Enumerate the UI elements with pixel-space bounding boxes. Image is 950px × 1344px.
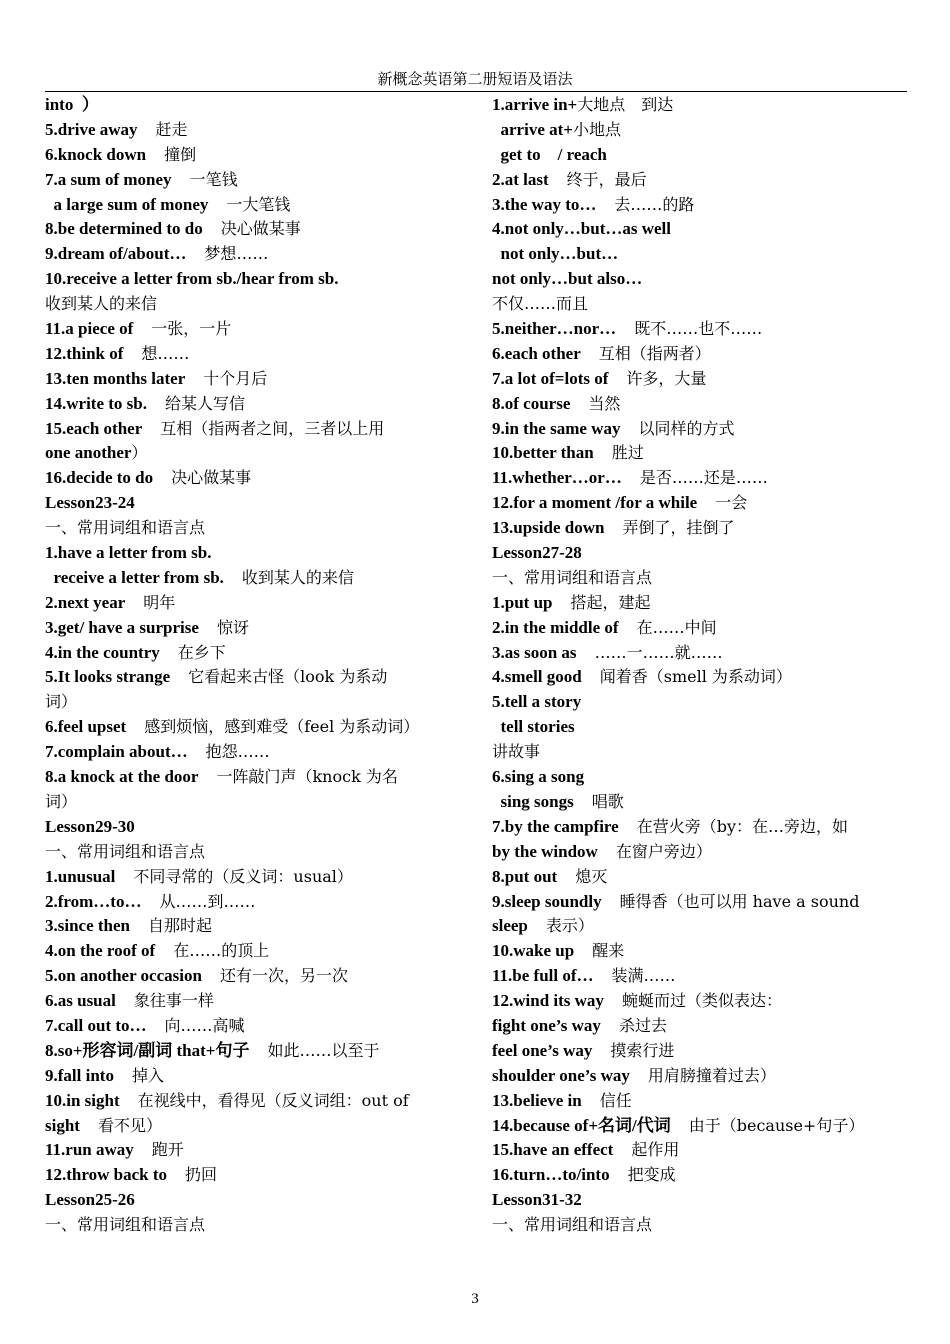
phrase-english: 13.upside down bbox=[492, 518, 605, 538]
phrase-english: receive a letter from sb. bbox=[45, 567, 224, 587]
phrase-chinese: 在视线中，看得见（反义词组：out of bbox=[137, 1090, 409, 1110]
phrase-english: 7.a sum of money bbox=[45, 169, 172, 189]
phrase-english: 14.because of+名词/代词 bbox=[492, 1115, 671, 1135]
phrase-english: 7.by the campfire bbox=[492, 816, 619, 836]
phrase-english: Lesson29-30 bbox=[45, 816, 135, 836]
phrase-english: Lesson23-24 bbox=[45, 493, 135, 513]
phrase-line bbox=[492, 1039, 907, 1064]
phrase-line bbox=[45, 441, 460, 466]
phrase-english: 9.dream of/about… bbox=[45, 244, 187, 264]
phrase-chinese: 互相（指两者） bbox=[598, 343, 711, 363]
phrase-chinese: 许多，大量 bbox=[626, 368, 707, 388]
phrase-line bbox=[492, 516, 907, 541]
phrase-line bbox=[492, 1163, 907, 1188]
phrase-line bbox=[492, 441, 907, 466]
phrase-chinese: ……一……就…… bbox=[594, 642, 723, 662]
phrase-line bbox=[492, 939, 907, 964]
phrase-line bbox=[45, 1188, 460, 1213]
phrase-chinese: 醒来 bbox=[592, 941, 625, 961]
phrase-english: sight bbox=[45, 1115, 80, 1135]
phrase-line bbox=[492, 118, 907, 143]
phrase-line bbox=[492, 1064, 907, 1089]
right-column bbox=[492, 93, 907, 1238]
phrase-chinese: 小地点 bbox=[572, 119, 621, 139]
phrase-english: 2.from…to… bbox=[45, 891, 142, 911]
phrase-line bbox=[492, 466, 907, 491]
phrase-line bbox=[492, 193, 907, 218]
phrase-english: 4.on the roof of bbox=[45, 941, 156, 961]
phrase-english: sleep bbox=[492, 916, 528, 936]
phrase-english: Lesson27-28 bbox=[492, 543, 582, 563]
phrase-chinese: 把变成 bbox=[627, 1165, 676, 1185]
phrase-english: Lesson25-26 bbox=[45, 1190, 135, 1210]
phrase-line bbox=[45, 890, 460, 915]
phrase-chinese: 一、常用词组和语言点 bbox=[492, 567, 653, 587]
phrase-line bbox=[492, 989, 907, 1014]
phrase-line bbox=[45, 914, 460, 939]
phrase-chinese: 是否……还是…… bbox=[639, 468, 768, 488]
phrase-english: 7.call out to… bbox=[45, 1015, 147, 1035]
phrase-line bbox=[45, 417, 460, 442]
phrase-line bbox=[45, 1163, 460, 1188]
phrase-english: 16.turn…to/into bbox=[492, 1165, 610, 1185]
phrase-line bbox=[45, 193, 460, 218]
phrase-english: 9.in the same way bbox=[492, 418, 621, 438]
phrase-line bbox=[492, 641, 907, 666]
phrase-line bbox=[492, 168, 907, 193]
phrase-line bbox=[45, 1089, 460, 1114]
phrase-line bbox=[45, 690, 460, 715]
page-header-title: 新概念英语第二册短语及语法 bbox=[377, 70, 573, 88]
phrase-chinese: 一会 bbox=[715, 493, 748, 513]
phrase-line bbox=[45, 317, 460, 342]
phrase-english: not only…but… bbox=[492, 244, 619, 264]
phrase-line bbox=[45, 765, 460, 790]
phrase-english: 4.in the country bbox=[45, 642, 160, 662]
phrase-line bbox=[492, 1014, 907, 1039]
phrase-line bbox=[45, 1138, 460, 1163]
phrase-chinese: 一、常用词组和语言点 bbox=[45, 518, 206, 538]
phrase-line bbox=[492, 93, 907, 118]
phrase-english: one another bbox=[45, 443, 132, 463]
phrase-english: 14.write to sb. bbox=[45, 393, 147, 413]
phrase-english: sing songs bbox=[492, 791, 574, 811]
phrase-english: 6.feel upset bbox=[45, 717, 127, 737]
phrase-english: 2.at last bbox=[492, 169, 549, 189]
phrase-english: 8.of course bbox=[492, 393, 571, 413]
phrase-line bbox=[492, 690, 907, 715]
phrase-line bbox=[492, 890, 907, 915]
phrase-english: 8.be determined to do bbox=[45, 219, 203, 239]
phrase-chinese: 弄倒了，挂倒了 bbox=[622, 518, 735, 538]
phrase-chinese: 掉入 bbox=[131, 1065, 164, 1085]
phrase-english: a large sum of money bbox=[45, 194, 209, 214]
phrase-chinese: 去……的路 bbox=[614, 194, 695, 214]
phrase-chinese: 讲故事 bbox=[492, 742, 541, 762]
phrase-english: Lesson31-32 bbox=[492, 1190, 582, 1210]
phrase-chinese: 以同样的方式 bbox=[638, 418, 735, 438]
phrase-line bbox=[45, 815, 460, 840]
phrase-line bbox=[45, 1114, 460, 1139]
phrase-chinese: 在……的顶上 bbox=[173, 941, 270, 961]
phrase-line bbox=[45, 939, 460, 964]
phrase-line bbox=[492, 964, 907, 989]
phrase-chinese: 词） bbox=[45, 692, 78, 712]
phrase-line bbox=[45, 292, 460, 317]
phrase-english: feel one’s way bbox=[492, 1040, 593, 1060]
phrase-chinese: 一、常用词组和语言点 bbox=[45, 841, 206, 861]
phrase-chinese: 表示） bbox=[545, 916, 594, 936]
phrase-chinese: 杀过去 bbox=[618, 1015, 667, 1035]
phrase-line bbox=[492, 367, 907, 392]
phrase-chinese: 终于，最后 bbox=[566, 169, 647, 189]
phrase-chinese: ） bbox=[131, 443, 148, 463]
phrase-line bbox=[45, 516, 460, 541]
phrase-english: arrive at+ bbox=[492, 119, 573, 139]
phrase-english: fight one’s way bbox=[492, 1015, 601, 1035]
phrase-line bbox=[492, 1089, 907, 1114]
phrase-line bbox=[492, 541, 907, 566]
phrase-english: 10.wake up bbox=[492, 941, 575, 961]
phrase-line bbox=[492, 591, 907, 616]
phrase-chinese: 互相（指两者之间，三者以上用 bbox=[160, 418, 385, 438]
phrase-line bbox=[45, 740, 460, 765]
phrase-english: 5.drive away bbox=[45, 119, 138, 139]
phrase-chinese: 撞倒 bbox=[164, 144, 197, 164]
phrase-chinese: 看不见） bbox=[97, 1115, 162, 1135]
phrase-line bbox=[492, 292, 907, 317]
phrase-line bbox=[45, 964, 460, 989]
phrase-line bbox=[492, 740, 907, 765]
phrase-chinese: 闻着香（smell 为系动词） bbox=[599, 667, 792, 687]
phrase-line bbox=[45, 217, 460, 242]
phrase-english: 12.wind its way bbox=[492, 991, 604, 1011]
phrase-line bbox=[492, 1138, 907, 1163]
phrase-line bbox=[45, 143, 460, 168]
phrase-line bbox=[492, 217, 907, 242]
phrase-english: 4.not only…but…as well bbox=[492, 219, 671, 239]
page-number: 3 bbox=[471, 1291, 479, 1307]
phrase-line bbox=[45, 1213, 460, 1238]
phrase-chinese: 赶走 bbox=[155, 119, 188, 139]
phrase-line bbox=[45, 665, 460, 690]
phrase-chinese: 一、常用词组和语言点 bbox=[492, 1215, 653, 1235]
phrase-chinese: 不仅……而且 bbox=[492, 294, 589, 314]
phrase-chinese: 给某人写信 bbox=[164, 393, 245, 413]
phrase-line bbox=[492, 267, 907, 292]
phrase-chinese: 大地点 到达 bbox=[577, 95, 674, 114]
phrase-line bbox=[45, 616, 460, 641]
phrase-english: 10.receive a letter from sb./hear from sb. bbox=[45, 269, 339, 289]
phrase-line bbox=[492, 790, 907, 815]
phrase-chinese: 起作用 bbox=[631, 1140, 680, 1160]
phrase-line bbox=[492, 317, 907, 342]
phrase-chinese: 搭起，建起 bbox=[570, 592, 651, 612]
phrase-english: get to / reach bbox=[492, 144, 607, 164]
phrase-chinese: 跑开 bbox=[151, 1140, 184, 1160]
phrase-line bbox=[45, 541, 460, 566]
phrase-chinese: 唱歌 bbox=[591, 791, 624, 811]
phrase-english: 1.put up bbox=[492, 592, 553, 612]
phrase-line bbox=[45, 168, 460, 193]
phrase-line bbox=[45, 118, 460, 143]
phrase-english: 7.complain about… bbox=[45, 742, 188, 762]
phrase-english: 13.ten months later bbox=[45, 368, 186, 388]
phrase-line bbox=[492, 143, 907, 168]
phrase-chinese: 摸索行进 bbox=[610, 1040, 675, 1060]
phrase-line bbox=[492, 765, 907, 790]
phrase-line bbox=[45, 242, 460, 267]
phrase-english: 5.neither…nor… bbox=[492, 319, 617, 339]
phrase-english: 11.be full of… bbox=[492, 966, 594, 986]
phrase-line bbox=[45, 865, 460, 890]
phrase-line bbox=[492, 491, 907, 516]
phrase-english: 12.throw back to bbox=[45, 1165, 167, 1185]
phrase-english: 3.as soon as bbox=[492, 642, 577, 662]
phrase-chinese: 一笔钱 bbox=[189, 169, 238, 189]
phrase-line bbox=[492, 1188, 907, 1213]
phrase-chinese: 扔回 bbox=[185, 1165, 218, 1185]
phrase-chinese: 十个月后 bbox=[203, 368, 268, 388]
phrase-english: 9.sleep soundly bbox=[492, 891, 602, 911]
phrase-english: 8.so+形容词/副词 that+句子 bbox=[45, 1040, 250, 1060]
phrase-chinese: 信任 bbox=[599, 1090, 632, 1110]
phrase-line bbox=[45, 392, 460, 417]
phrase-chinese: 词） bbox=[45, 791, 78, 811]
phrase-line bbox=[492, 840, 907, 865]
phrase-line bbox=[45, 1014, 460, 1039]
phrase-chinese: 在乡下 bbox=[177, 642, 226, 662]
phrase-chinese: 不同寻常的（反义词：usual） bbox=[133, 866, 353, 886]
phrase-line bbox=[45, 715, 460, 740]
phrase-chinese: 梦想…… bbox=[204, 244, 269, 264]
phrase-english: 3.the way to… bbox=[492, 194, 597, 214]
phrase-english: 3.get/ have a surprise bbox=[45, 617, 199, 637]
phrase-line bbox=[492, 1213, 907, 1238]
phrase-english: 11.a piece of bbox=[45, 319, 134, 339]
phrase-chinese: 在窗户旁边） bbox=[615, 841, 712, 861]
phrase-english: not only…but also… bbox=[492, 269, 643, 289]
phrase-chinese: 还有一次，另一次 bbox=[219, 966, 348, 986]
phrase-chinese: 当然 bbox=[588, 393, 621, 413]
phrase-chinese: 从……到…… bbox=[159, 891, 256, 911]
phrase-line bbox=[492, 865, 907, 890]
phrase-line bbox=[45, 641, 460, 666]
phrase-english: 11.whether…or… bbox=[492, 468, 622, 488]
phrase-line bbox=[45, 342, 460, 367]
phrase-chinese: 在营火旁（by：在…旁边，如 bbox=[636, 816, 848, 836]
phrase-chinese: 抱怨…… bbox=[205, 742, 270, 762]
phrase-line bbox=[492, 665, 907, 690]
phrase-line bbox=[492, 1114, 907, 1139]
phrase-chinese: 自那时起 bbox=[148, 916, 213, 936]
phrase-english: into ） bbox=[45, 95, 99, 114]
phrase-english: tell stories bbox=[492, 717, 575, 737]
phrase-chinese: 胜过 bbox=[611, 443, 644, 463]
phrase-english: 5.tell a story bbox=[492, 692, 582, 712]
phrase-english: 8.a knock at the door bbox=[45, 767, 199, 787]
phrase-chinese: 装满…… bbox=[611, 966, 676, 986]
phrase-chinese: 它看起来古怪（look 为系动 bbox=[188, 667, 388, 687]
phrase-line bbox=[492, 417, 907, 442]
phrase-chinese: 决心做某事 bbox=[220, 219, 301, 239]
phrase-english: 13.believe in bbox=[492, 1090, 582, 1110]
phrase-line bbox=[45, 267, 460, 292]
phrase-line bbox=[45, 367, 460, 392]
phrase-chinese: 惊讶 bbox=[216, 617, 249, 637]
phrase-line bbox=[45, 989, 460, 1014]
phrase-chinese: 蜿蜒而过（类似表达： bbox=[621, 991, 782, 1011]
phrase-line bbox=[45, 93, 460, 118]
phrase-english: 1.unusual bbox=[45, 866, 116, 886]
phrase-english: 1.have a letter from sb. bbox=[45, 543, 212, 563]
phrase-english: 16.decide to do bbox=[45, 468, 154, 488]
phrase-english: 2.in the middle of bbox=[492, 617, 619, 637]
phrase-english: 12.think of bbox=[45, 343, 124, 363]
phrase-english: 15.each other bbox=[45, 418, 143, 438]
phrase-chinese: 用肩膀撞着过去） bbox=[647, 1065, 776, 1085]
left-column bbox=[45, 93, 460, 1238]
phrase-line bbox=[492, 242, 907, 267]
phrase-line bbox=[45, 491, 460, 516]
phrase-chinese: 想…… bbox=[141, 343, 190, 363]
phrase-chinese: 一、常用词组和语言点 bbox=[45, 1215, 206, 1235]
phrase-line bbox=[492, 815, 907, 840]
phrase-chinese: 由于（because+句子） bbox=[688, 1115, 865, 1135]
phrase-english: 7.a lot of=lots of bbox=[492, 368, 609, 388]
phrase-english: 6.knock down bbox=[45, 144, 147, 164]
header-rule bbox=[45, 91, 907, 92]
phrase-english: by the window bbox=[492, 841, 598, 861]
phrase-chinese: 一大笔钱 bbox=[226, 194, 291, 214]
phrase-english: 15.have an effect bbox=[492, 1140, 614, 1160]
phrase-english: 4.smell good bbox=[492, 667, 582, 687]
phrase-english: shoulder one’s way bbox=[492, 1065, 630, 1085]
phrase-english: 6.as usual bbox=[45, 991, 116, 1011]
phrase-line bbox=[45, 840, 460, 865]
phrase-english: 12.for a moment /for a while bbox=[492, 493, 698, 513]
phrase-english: 6.sing a song bbox=[492, 767, 585, 787]
phrase-chinese: 收到某人的来信 bbox=[45, 294, 158, 314]
phrase-line bbox=[492, 914, 907, 939]
phrase-chinese: 决心做某事 bbox=[171, 468, 252, 488]
phrase-chinese: 收到某人的来信 bbox=[241, 567, 354, 587]
phrase-english: 8.put out bbox=[492, 866, 558, 886]
phrase-chinese: 既不……也不…… bbox=[634, 319, 763, 339]
phrase-english: 10.in sight bbox=[45, 1090, 120, 1110]
phrase-chinese: 一阵敲门声（knock 为名 bbox=[216, 767, 398, 787]
phrase-line bbox=[492, 616, 907, 641]
phrase-english: 6.each other bbox=[492, 343, 581, 363]
phrase-line bbox=[492, 342, 907, 367]
phrase-chinese: 一张，一片 bbox=[151, 319, 232, 339]
phrase-english: 10.better than bbox=[492, 443, 594, 463]
phrase-line bbox=[45, 1064, 460, 1089]
phrase-chinese: 睡得香（也可以用 have a sound bbox=[619, 891, 860, 911]
phrase-chinese: 象往事一样 bbox=[133, 991, 214, 1011]
phrase-english: 9.fall into bbox=[45, 1065, 114, 1085]
phrase-english: 5.It looks strange bbox=[45, 667, 171, 687]
phrase-line bbox=[45, 1039, 460, 1064]
phrase-chinese: 在……中间 bbox=[636, 617, 717, 637]
phrase-english: 3.since then bbox=[45, 916, 130, 936]
phrase-chinese: 明年 bbox=[143, 592, 176, 612]
phrase-english: 1.arrive in+ bbox=[492, 95, 578, 114]
phrase-line bbox=[45, 790, 460, 815]
phrase-english: 2.next year bbox=[45, 592, 126, 612]
phrase-line bbox=[492, 715, 907, 740]
phrase-english: 5.on another occasion bbox=[45, 966, 202, 986]
phrase-line bbox=[45, 566, 460, 591]
phrase-chinese: 向……高喊 bbox=[164, 1015, 245, 1035]
phrase-line bbox=[45, 466, 460, 491]
phrase-chinese: 如此……以至于 bbox=[267, 1040, 380, 1060]
phrase-chinese: 感到烦恼，感到难受（feel 为系动词） bbox=[144, 717, 420, 737]
phrase-line bbox=[45, 591, 460, 616]
phrase-english: 11.run away bbox=[45, 1140, 134, 1160]
phrase-line bbox=[492, 392, 907, 417]
phrase-chinese: 熄灭 bbox=[575, 866, 608, 886]
phrase-line bbox=[492, 566, 907, 591]
